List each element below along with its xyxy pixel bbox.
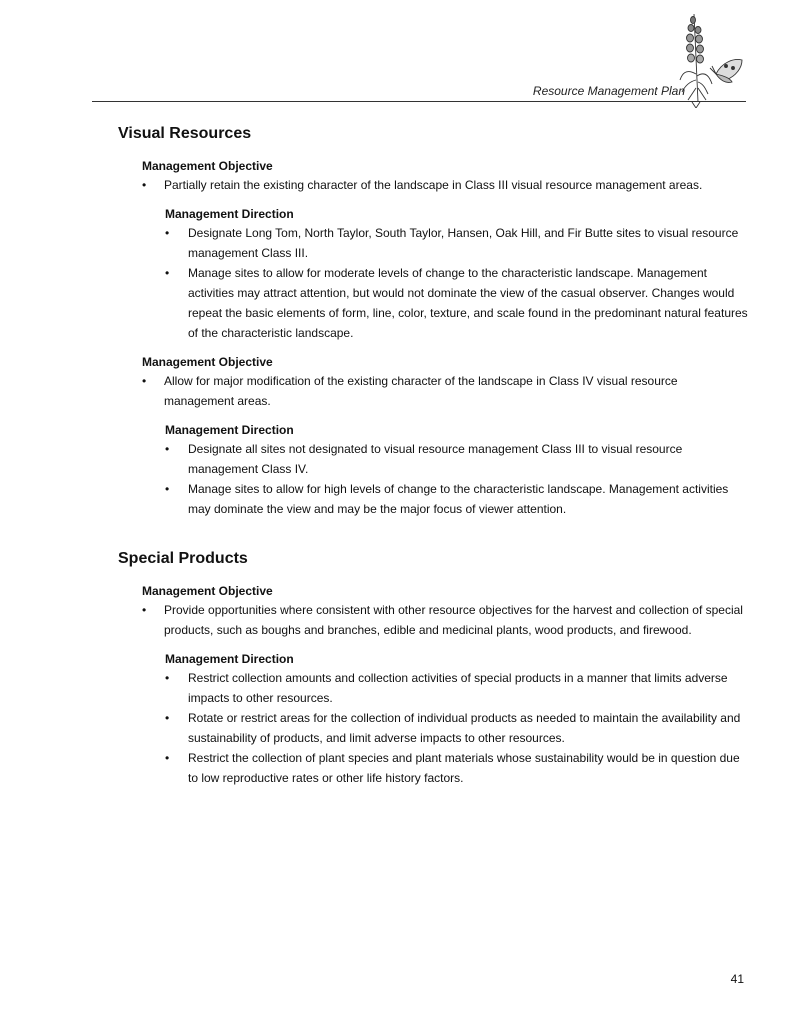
list-item: • Partially retain the existing character of the landscape in Class III visual resource management areas. bbox=[118, 175, 748, 195]
list-item: • Designate all sites not designated to visual resource management Class III to visual resource management Class IV. bbox=[118, 439, 748, 479]
bullet-icon: • bbox=[165, 442, 170, 456]
objective-list bbox=[118, 371, 748, 411]
objective-list bbox=[118, 175, 748, 195]
page-number: 41 bbox=[730, 972, 744, 986]
bullet-icon: • bbox=[165, 482, 170, 496]
objective-heading: Management Objective bbox=[142, 159, 273, 173]
objective-heading: Management Objective bbox=[142, 584, 273, 598]
list-item: • Manage sites to allow for high levels of change to the characteristic landscape. Management activities may dominate the view and may be the major focus of viewer attention. bbox=[118, 479, 748, 519]
list-item: • Restrict collection amounts and collection activities of special products in a manner that limits adverse impacts to other resources. bbox=[118, 668, 748, 708]
bullet-icon: • bbox=[165, 226, 170, 240]
header-rule bbox=[92, 101, 746, 102]
header-title: Resource Management Plan bbox=[532, 84, 685, 98]
page-content bbox=[118, 124, 748, 788]
objective-list bbox=[118, 600, 748, 640]
direction-list bbox=[118, 439, 748, 519]
list-item: • Allow for major modification of the existing character of the landscape in Class IV visual resource management areas. bbox=[118, 371, 748, 411]
direction-list bbox=[118, 223, 748, 343]
section-title-special-products: Special Products bbox=[118, 550, 248, 567]
direction-heading: Management Direction bbox=[165, 207, 294, 221]
list-item: • Restrict the collection of plant species and plant materials whose sustainability would be in question due to low reproductive rates or other life history factors. bbox=[118, 748, 748, 788]
bullet-icon: • bbox=[165, 751, 170, 765]
bullet-icon: • bbox=[165, 711, 170, 725]
objective-heading: Management Objective bbox=[142, 355, 273, 369]
direction-heading: Management Direction bbox=[165, 652, 294, 666]
bullet-icon: • bbox=[165, 671, 170, 685]
section-title-visual-resources: Visual Resources bbox=[118, 125, 252, 142]
list-item: • Designate Long Tom, North Taylor, South Taylor, Hansen, Oak Hill, and Fir Butte sites to visual resource management Class III. bbox=[118, 223, 748, 263]
bullet-icon: • bbox=[142, 374, 147, 388]
bullet-icon: • bbox=[142, 603, 147, 617]
list-item: • Rotate or restrict areas for the collection of individual products as needed to maintain the availability and sustainability of products, and limit adverse impacts to other resources. bbox=[118, 708, 748, 748]
direction-heading: Management Direction bbox=[165, 423, 294, 437]
bullet-icon: • bbox=[142, 178, 147, 192]
flower-butterfly-logo bbox=[676, 8, 748, 108]
list-item: • Manage sites to allow for moderate levels of change to the characteristic landscape. Management activities may attract attention, but would not dominate the view of the casual observer. Changes would repeat the basic elements of form, line, color, texture, and scale found in the predominant natural features of the characteristic landscape. bbox=[118, 263, 748, 343]
list-item: • Provide opportunities where consistent with other resource objectives for the harvest and collection of special products, such as boughs and branches, edible and medicinal plants, wood products, and firewood. bbox=[118, 600, 748, 640]
direction-list bbox=[118, 668, 748, 788]
bullet-icon: • bbox=[165, 266, 170, 280]
